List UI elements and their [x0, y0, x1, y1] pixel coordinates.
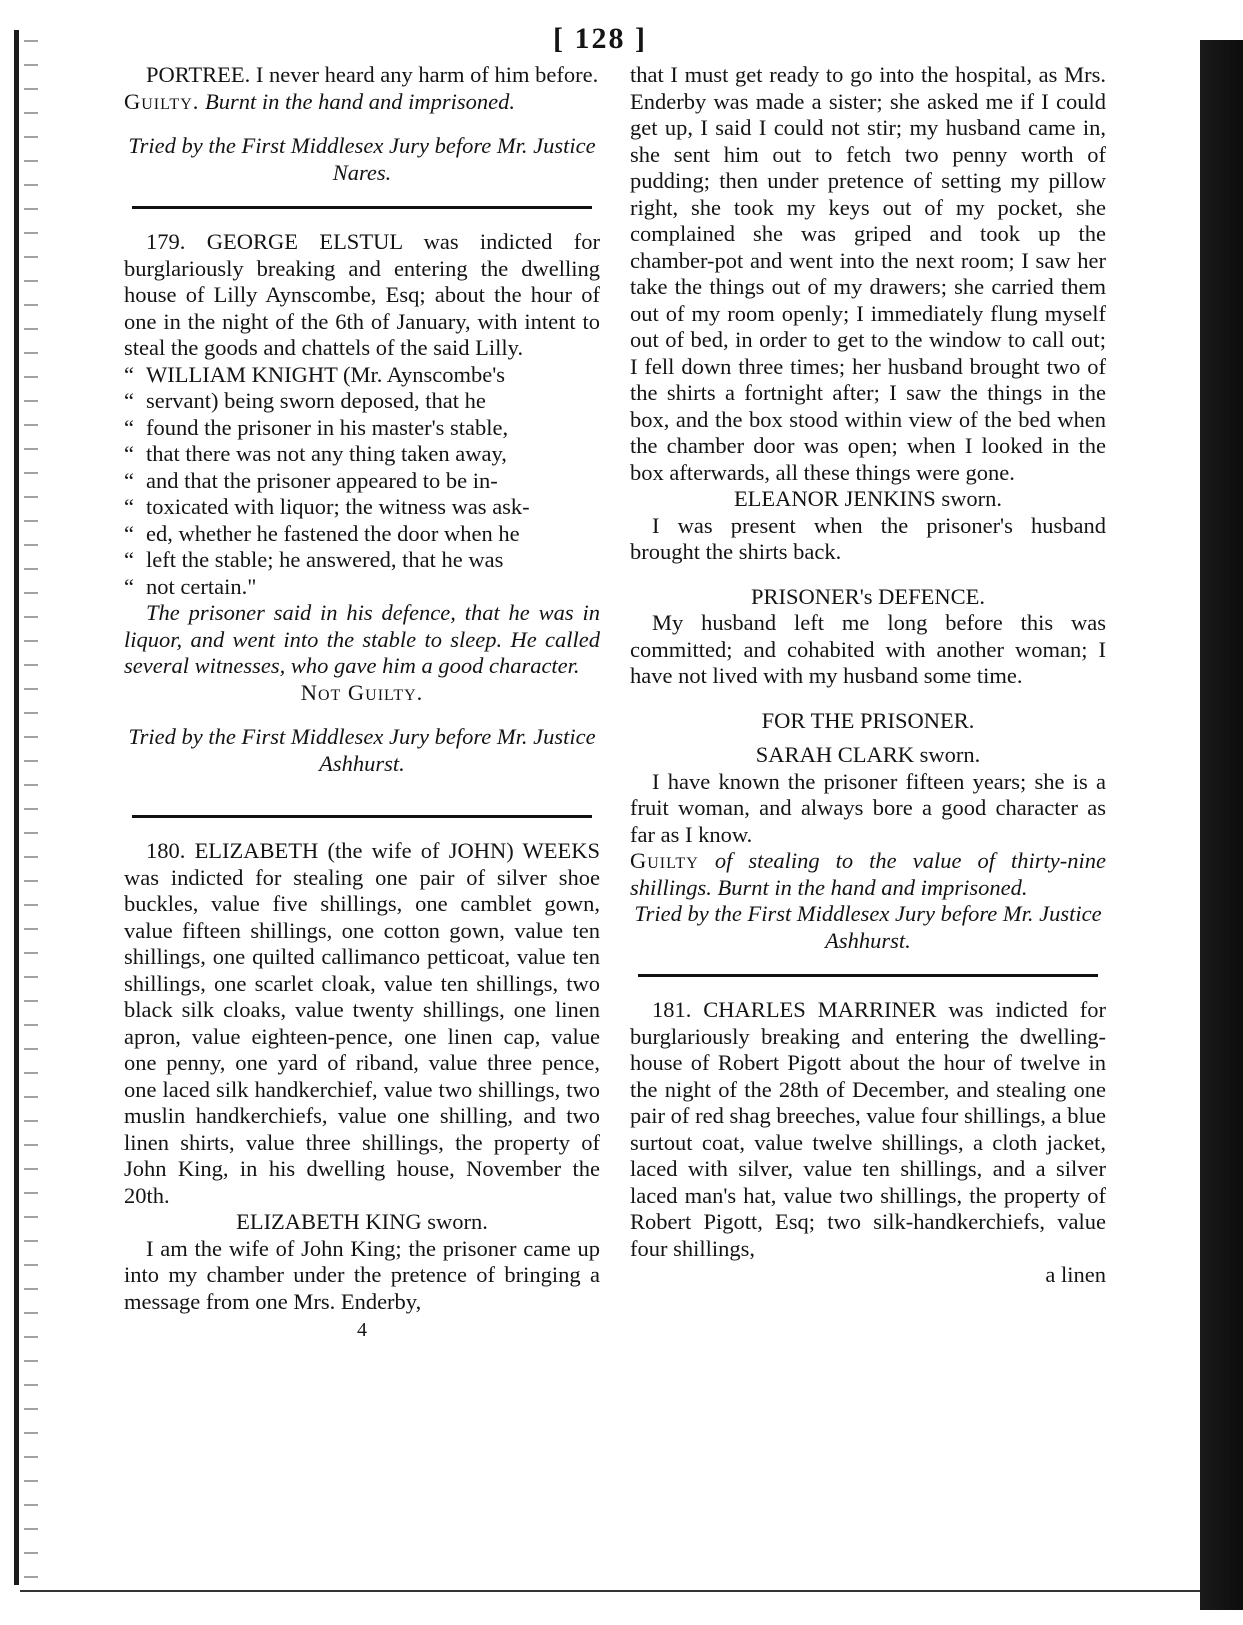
- signature-mark: 4: [357, 1319, 367, 1341]
- section-rule: [132, 206, 592, 209]
- page-number: [ 128 ]: [553, 22, 647, 55]
- sentence-text: Burnt in the hand and imprisoned.: [205, 88, 516, 114]
- section-heading: PRISONER's DEFENCE.: [750, 583, 986, 609]
- sentence-text: of stealing to the value of thirty-nine shillings. Burnt in the hand and imprisoned.: [630, 848, 1106, 900]
- left-column: [124, 62, 600, 1344]
- verdict-label: Guilty: [630, 848, 699, 873]
- indictment-179: 179. GEORGE ELSTUL was indicted for burglariously breaking and entering the dwelling house of Lilly Aynscombe, Esq; about the hour of one in the night of the 6th of January, with intent to steal the goods and chattels of the said Lilly.: [124, 229, 600, 360]
- quote-line: “ WILLIAM KNIGHT (Mr. Aynscombe's: [124, 361, 506, 387]
- defence-paragraph: The prisoner said in his defence, that he was in liquor, and went into the stable to sleep. He called several witnesses, who gave him a good character.: [124, 600, 600, 678]
- scan-noise-marks: [24, 40, 38, 1580]
- right-column: [630, 62, 1106, 1289]
- quote-line: “ not certain.": [124, 573, 257, 599]
- quote-line: “ servant) being sworn deposed, that he: [124, 388, 486, 413]
- testimony-continued: that I must get ready to go into the hospital, as Mrs. Enderby was made a sister; she asked me if I could get up, I said I could not stir; my husband came in, she sent him out to fetch two penny worth of pudding; then under pretence of setting my pillow right, she took my keys out of my pocket, she complained she was griped and took up the chamber-pot and went into the next room; I saw her take the things out of my drawers; she carried them out of my room openly; I immediately flung myself out of bed, in order to get to the window to call out; I fell down three times; her husband brought two of the shirts a fortnight after; I saw the things in the box, and the box stood within view of the bed when the chamber door was open; when I looked in the box afterwards, all these things were gone.: [630, 62, 1106, 485]
- section-rule: [638, 974, 1098, 977]
- section-heading: FOR THE PRISONER.: [761, 707, 975, 733]
- scan-border-left: [14, 30, 19, 1585]
- testimony-paragraph: I am the wife of John King; the prisoner came up into my chamber under the pretence of bringing a message from one Mrs. Enderby,: [124, 1235, 600, 1314]
- quote-line: “ toxicated with liquor; the witness was ask-: [124, 494, 530, 519]
- quote-line: “ ed, whether he fastened the door when he: [124, 520, 520, 546]
- tried-by-line: Tried by the First Middlesex Jury before Mr. Justice Nares.: [128, 133, 596, 185]
- quote-line: “ found the prisoner in his master's stable,: [124, 414, 509, 440]
- witness-heading: SARAH CLARK sworn.: [755, 742, 981, 767]
- tried-by-line: Tried by the First Middlesex Jury before Mr. Justice Ashhurst.: [634, 901, 1102, 953]
- testimony-paragraph: I was present when the prisoner's husband brought the shirts back.: [630, 512, 1106, 564]
- catchword: a linen: [1045, 1262, 1106, 1287]
- quote-line: “ left the stable; he answered, that he was: [124, 547, 504, 572]
- scan-border-bottom: [20, 1590, 1200, 1592]
- witness-heading: ELIZABETH KING sworn.: [236, 1209, 488, 1234]
- verdict-line: Not Guilty.: [300, 679, 424, 705]
- scan-border-right: [1200, 40, 1243, 1610]
- quote-line: “ that there was not any thing taken away,: [124, 441, 507, 466]
- verdict-line: [630, 848, 1106, 901]
- verdict-label: Guilty.: [124, 88, 200, 114]
- indictment-181: 181. CHARLES MARRINER was indicted for burglariously breaking and entering the dwelling-house of Robert Pigott about the hour of twelve in the night of the 28th of December, and stealing one pair of red shag breeches, value four shillings, a blue surtout coat, value twelve shillings, a cloth jacket, laced with silver, value ten shillings, and a silver laced man's hat, value two shillings, the property of Robert Pigott, Esq; two silk-handkerchiefs, value four shillings,: [630, 997, 1106, 1261]
- tried-by-line: Tried by the First Middlesex Jury before Mr. Justice Ashhurst.: [128, 724, 596, 776]
- defence-paragraph: My husband left me long before this was committed; and cohabited with another woman; I have not lived with my husband some time.: [630, 610, 1106, 688]
- witness-heading: ELEANOR JENKINS sworn.: [733, 486, 1003, 511]
- indictment-180: 180. ELIZABETH (the wife of JOHN) WEEKS was indicted for stealing one pair of silver shoe buckles, value five shillings, one camblet gown, value fifteen shillings, one cotton gown, value ten shillings, one quilted callimanco petticoat, value ten shillings, one scarlet cloak, value ten shillings, two black silk cloaks, value twenty shillings, one linen apron, value eighteen-pence, one linen cap, value one penny, one yard of riband, value three pence, one laced silk handkerchief, value two shillings, two muslin handkerchiefs, value one shilling, and two linen shirts, value three shillings, the property of John King, in his dwelling house, November the 20th.: [124, 838, 600, 1208]
- quote-line: “ and that the prisoner appeared to be in-: [124, 467, 498, 493]
- testimony-paragraph: PORTREE. I never heard any harm of him before.: [146, 62, 599, 87]
- section-rule: [132, 815, 592, 818]
- verdict-line: [124, 89, 600, 116]
- testimony-paragraph: I have known the prisoner fifteen years; she is a fruit woman, and always bore a good character as far as I know.: [630, 768, 1106, 847]
